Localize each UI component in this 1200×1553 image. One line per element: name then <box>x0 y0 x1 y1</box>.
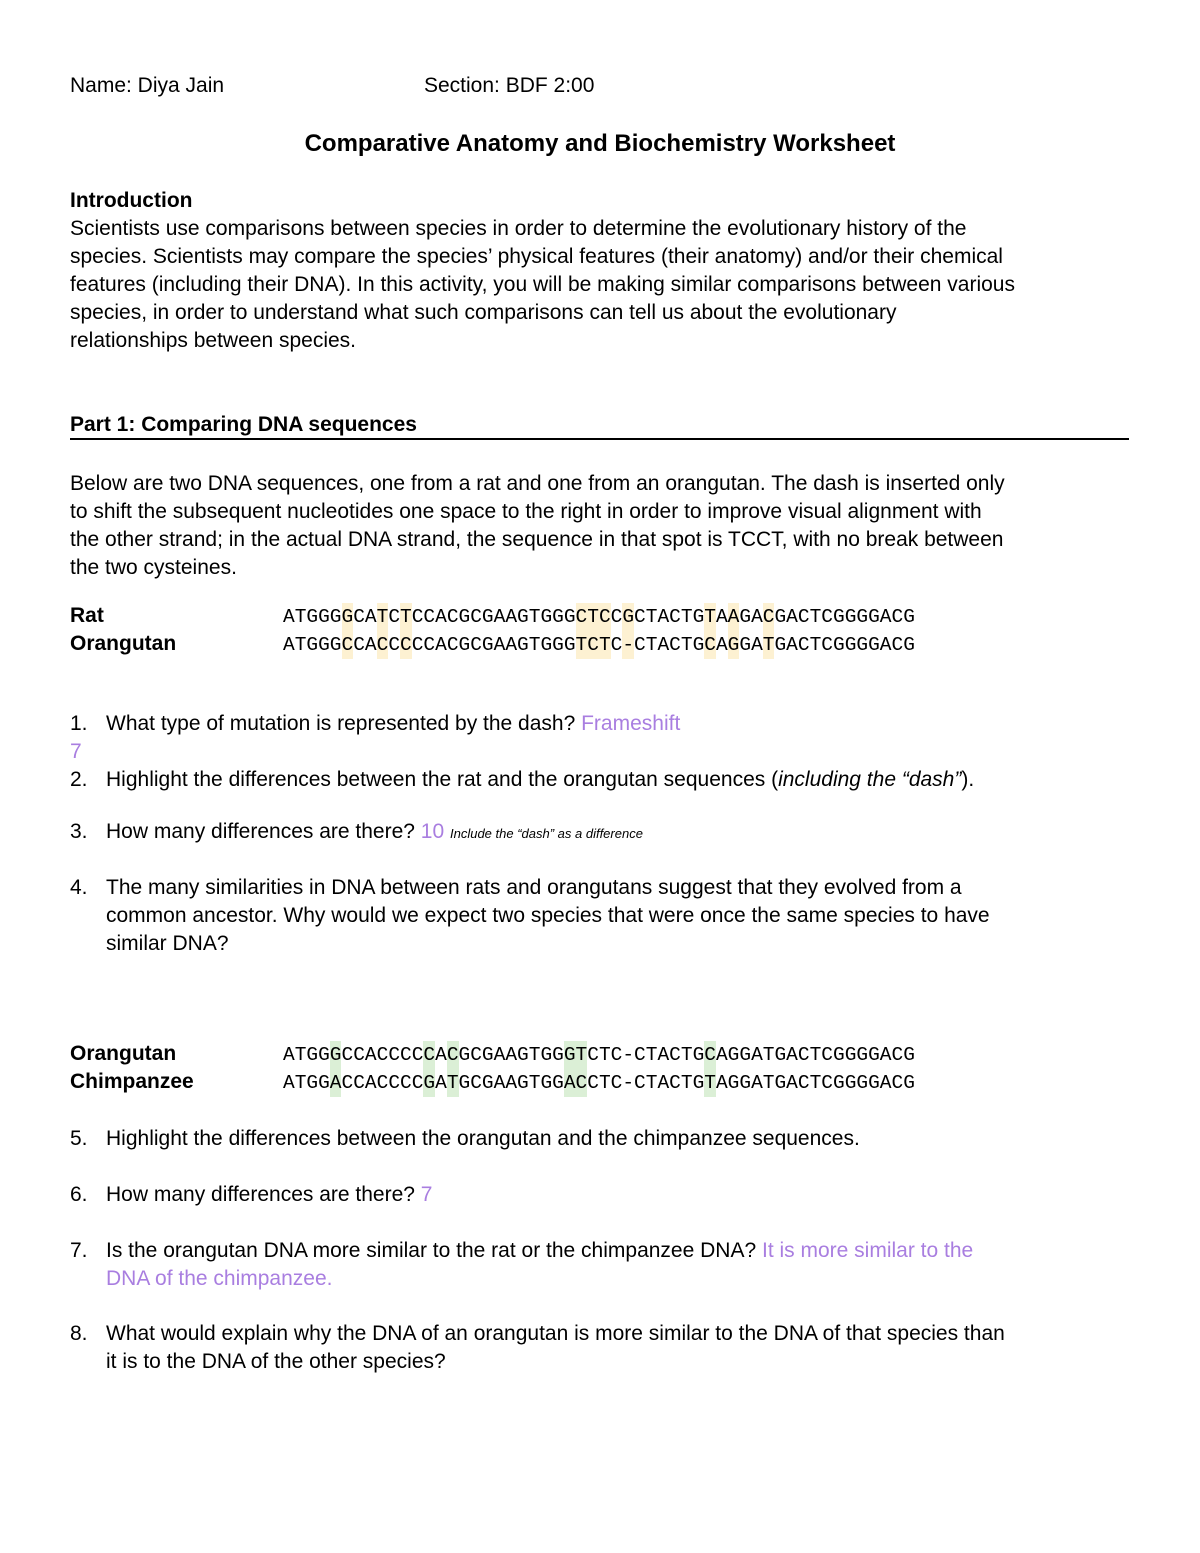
alignment2-label-chimpanzee: Chimpanzee <box>70 1070 194 1093</box>
part1-heading: Part 1: Comparing DNA sequences <box>70 413 417 436</box>
question-7 <box>70 1237 1170 1293</box>
question-2 <box>70 766 1170 794</box>
question-number: 7. <box>70 1239 88 1262</box>
question-text: similar DNA? <box>106 932 229 955</box>
question-4 <box>70 874 1170 958</box>
question-1 <box>70 710 1170 766</box>
question-text: The many similarities in DNA between rats and orangutans suggest that they evolved from a <box>106 876 962 899</box>
introduction-heading: Introduction <box>70 189 193 212</box>
question-number: 4. <box>70 876 88 899</box>
introduction-line: Scientists use comparisons between species in order to determine the evolutionary history of the <box>70 217 967 240</box>
part1-line: Below are two DNA sequences, one from a rat and one from an orangutan. The dash is inserted only <box>70 472 1005 495</box>
introduction-line: species. Scientists may compare the species’ physical features (their anatomy) and/or their chemical <box>70 245 1003 268</box>
answer-text: 10 <box>420 820 445 843</box>
question-text: How many differences are there? <box>106 820 421 843</box>
answer-text: It is more similar to the <box>761 1239 974 1262</box>
introduction-line: species, in order to understand what such comparisons can tell us about the evolutionary <box>70 301 897 324</box>
question-8 <box>70 1320 1170 1376</box>
question-number: 6. <box>70 1183 88 1206</box>
question-text: it is to the DNA of the other species? <box>106 1350 446 1373</box>
question-text: Highlight the differences between the rat and the orangutan sequences ( <box>106 768 779 791</box>
part1-paragraph <box>70 470 1005 582</box>
student-section: Section: BDF 2:00 <box>424 74 595 97</box>
question-text: What would explain why the DNA of an orangutan is more similar to the DNA of that species than <box>106 1322 1005 1345</box>
question-text: What type of mutation is represented by the dash? <box>106 712 582 735</box>
alignment1-label-rat: Rat <box>70 604 104 627</box>
answer-note: Include the “dash” as a difference <box>449 826 643 841</box>
stray-answer-text: 7 <box>70 740 82 763</box>
question-5 <box>70 1125 1170 1153</box>
introduction-line: features (including their DNA). In this activity, you will be making similar comparisons between various <box>70 273 1015 296</box>
alignment1-label-orangutan: Orangutan <box>70 632 177 655</box>
question-text: ). <box>961 768 975 791</box>
introduction-paragraph <box>70 215 1015 355</box>
question-text: common ancestor. Why would we expect two species that were once the same species to have <box>106 904 990 927</box>
alignment1-sequence-rat: ATGGGGCATCTCCACGCGAAGTGGGCTCCGCTACTGTAAGACGACTCGGGGACG <box>283 606 915 628</box>
question-number: 8. <box>70 1322 88 1345</box>
alignment2-label-orangutan: Orangutan <box>70 1042 177 1065</box>
alignment1-sequence-orangutan: ATGGGCCACCCCCACGCGAAGTGGGTCTC-CTACTGCAGGATGACTCGGGGACG <box>283 634 915 656</box>
introduction-line: relationships between species. <box>70 329 357 352</box>
question-number: 2. <box>70 768 88 791</box>
part1-line: the two cysteines. <box>70 556 237 579</box>
alignment2-sequence-chimpanzee: ATGGACCACCCCGATGCGAAGTGGACCTC-CTACTGTAGGATGACTCGGGGACG <box>283 1072 915 1094</box>
answer-text: 7 <box>420 1183 433 1206</box>
question-6 <box>70 1181 1170 1209</box>
answer-text: Frameshift <box>581 712 681 735</box>
question-text-italic: including the “dash” <box>778 768 962 791</box>
answer-text: DNA of the chimpanzee. <box>106 1267 333 1290</box>
page-title: Comparative Anatomy and Biochemistry Worksheet <box>304 130 896 157</box>
part1-divider <box>70 438 1129 440</box>
question-number: 5. <box>70 1127 88 1150</box>
question-number: 3. <box>70 820 88 843</box>
student-name: Name: Diya Jain <box>70 74 225 97</box>
question-3 <box>70 818 1170 846</box>
part1-line: the other strand; in the actual DNA strand, the sequence in that spot is TCCT, with no break between <box>70 528 1004 551</box>
question-number: 1. <box>70 712 88 735</box>
question-text: Is the orangutan DNA more similar to the rat or the chimpanzee DNA? <box>106 1239 762 1262</box>
question-text: Highlight the differences between the orangutan and the chimpanzee sequences. <box>106 1127 860 1150</box>
question-text: How many differences are there? <box>106 1183 421 1206</box>
part1-line: to shift the subsequent nucleotides one space to the right in order to improve visual alignment with <box>70 500 982 523</box>
alignment2-sequence-orangutan: ATGGGCCACCCCCACGCGAAGTGGGTCTC-CTACTGCAGGATGACTCGGGGACG <box>283 1044 915 1066</box>
